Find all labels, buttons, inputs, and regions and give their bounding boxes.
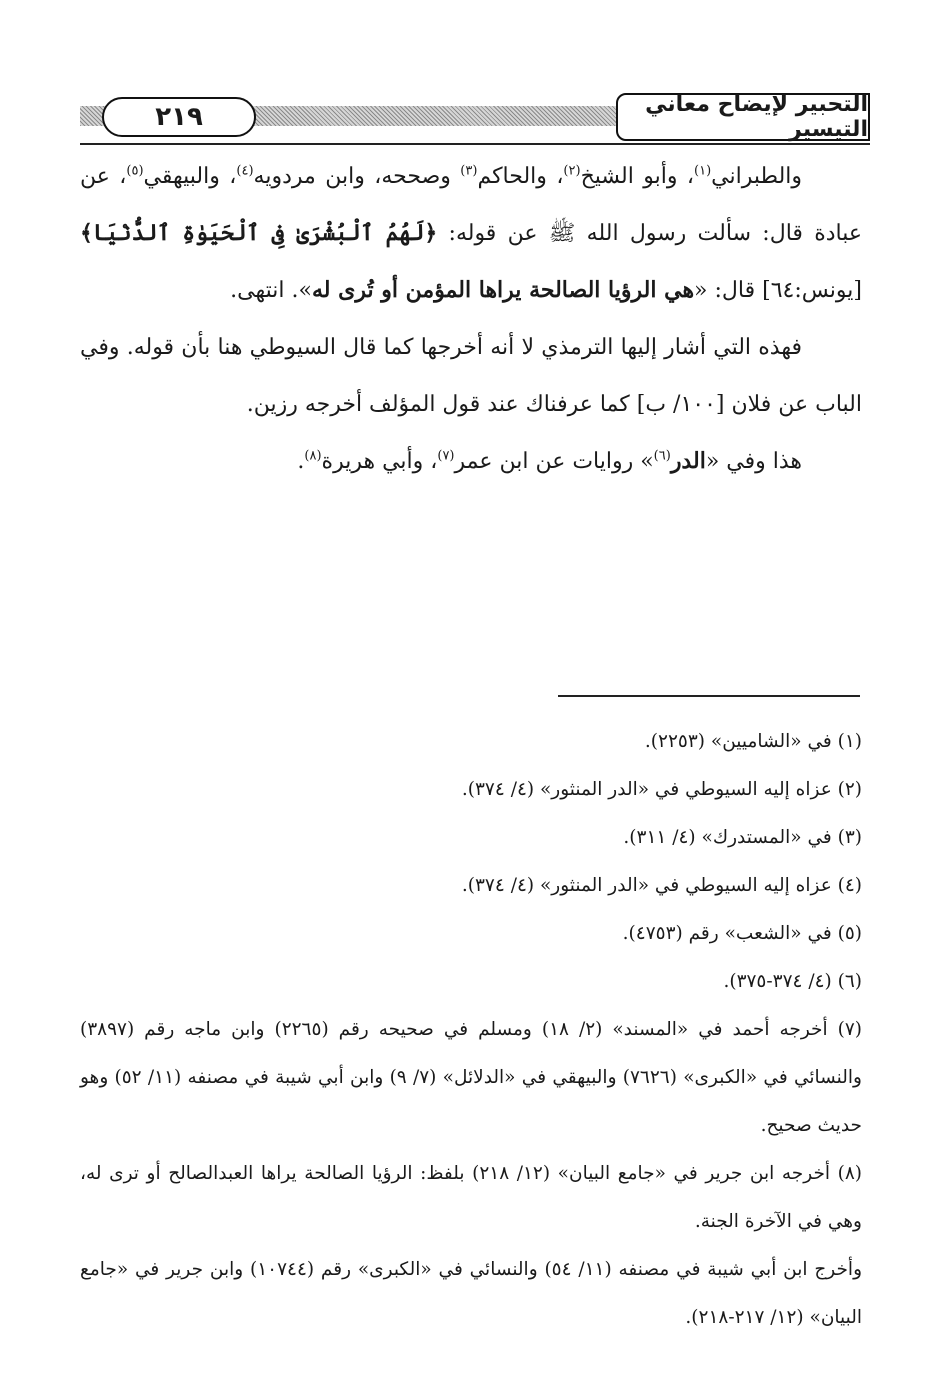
footnote-5: (٥) في «الشعب» رقم (٤٧٥٣). <box>622 923 862 944</box>
text-run: هذا وفي « <box>705 449 802 474</box>
footnote-ref-8[interactable]: (٨) <box>304 448 322 464</box>
footnotes <box>80 718 862 1342</box>
paragraph-3 <box>80 433 862 490</box>
text-run: والطبراني <box>711 164 803 189</box>
quran-verse: ﴿لَهُمُ ٱلْبُشْرَىٰ فِى ٱلْحَيَوٰةِ ٱلدُّنْيَا﴾ <box>80 220 438 246</box>
book-ref-durr: الدر <box>670 448 706 474</box>
footnote-ref-6[interactable]: (٦) <box>653 448 671 464</box>
text-run: وصححه، وابن مردويه <box>253 164 461 189</box>
text-run: » روايات عن ابن عمر <box>454 449 654 474</box>
footnote-8-continued: وأخرج ابن أبي شيبة في مصنفه (١١/ ٥٤) والنسائي في «الكبرى» رقم (١٠٧٤٤) وابن جرير في «جامع البيان» (١٢/ ٢١٧-٢١٨). <box>80 1259 862 1328</box>
footnote-8: (٨) أخرجه ابن جرير في «جامع البيان» (١٢/ ٢١٨) بلفظ: الرؤيا الصالحة يراها العبدالصالح أو ترى له، وهي في الآخرة الجنة. <box>80 1163 862 1232</box>
book-title: التحبير لإيضاح معاني التيسير <box>616 93 870 141</box>
text-run: ، وأبي هريرة <box>321 449 438 474</box>
hadith-quote: هي الرؤيا الصالحة يراها المؤمن أو تُرى له <box>311 277 695 303</box>
footnote-ref-3[interactable]: (٣) <box>460 163 478 179</box>
text-run: [يونس:٦٤] قال: « <box>694 278 862 303</box>
footnote-ref-1[interactable]: (١) <box>694 163 712 179</box>
footnote-3: (٣) في «المستدرك» (٤/ ٣١١). <box>623 827 862 848</box>
footnote-4: (٤) عزاه إليه السيوطي في «الدر المنثور» (٤/ ٣٧٤). <box>461 875 862 896</box>
main-text <box>80 148 862 490</box>
text-run: ». انتهى. <box>230 278 312 303</box>
text-run: ، والحاكم <box>477 164 564 189</box>
header-rule <box>80 143 870 145</box>
running-header <box>80 93 870 147</box>
footnote-ref-7[interactable]: (٧) <box>437 448 455 464</box>
page-number: ٢١٩ <box>102 97 256 137</box>
footnote-7: (٧) أخرجه أحمد في «المسند» (٢/ ١٨) ومسلم في صحيحه رقم (٢٢٦٥) وابن ماجه رقم (٣٨٩٧) والنسائي في «الكبرى» (٧٦٢٦) والبيهقي في «الدلائل» (٧/ ٩) وابن أبي شيبة في مصنفه (١١/ ٥٢) وهو حديث صحيح. <box>80 1019 862 1136</box>
footnote-divider <box>558 695 860 697</box>
text-run: ، والبيهقي <box>143 164 237 189</box>
text-run: . <box>297 449 305 474</box>
footnote-ref-5[interactable]: (٥) <box>126 163 144 179</box>
footnote-ref-2[interactable]: (٢) <box>563 163 581 179</box>
footnote-2: (٢) عزاه إليه السيوطي في «الدر المنثور» (٤/ ٣٧٤). <box>461 779 862 800</box>
footnote-ref-4[interactable]: (٤) <box>236 163 254 179</box>
footnote-1: (١) في «الشاميين» (٢٢٥٣). <box>644 731 862 752</box>
paragraph-1 <box>80 148 862 319</box>
text-run: ، عن عبادة قال: سألت رسول الله ﷺ عن قوله: <box>80 164 863 246</box>
paragraph-2: فهذه التي أشار إليها الترمذي لا أنه أخرجها كما قال السيوطي هنا بأن قوله. وفي الباب عن فلان [١٠٠/ ب] كما عرفناك عند قول المؤلف أخرجه رزين. <box>80 335 862 417</box>
text-run: ، وأبو الشيخ <box>580 164 695 189</box>
footnote-6: (٦) (٤/ ٣٧٤-٣٧٥). <box>723 971 862 992</box>
